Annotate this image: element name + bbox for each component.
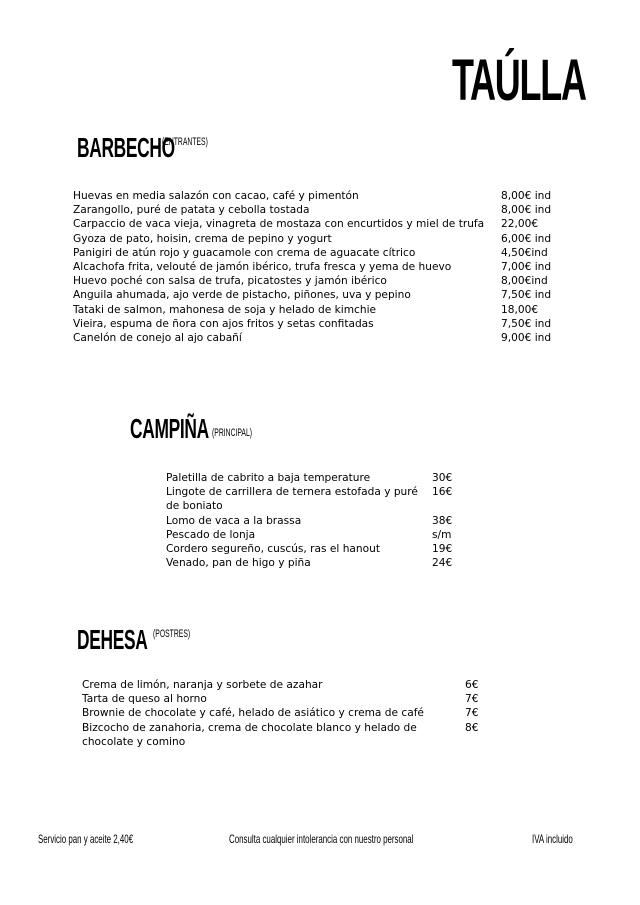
menu-item-name: Tataki de salmon, mahonesa de soja y helado de kimchie: [73, 303, 377, 316]
menu-item-price: 16€: [432, 486, 453, 499]
menu-item-name: Vieira, espuma de ñora con ajos fritos y setas confitadas: [73, 317, 374, 330]
section-title-campina: CAMPIÑA: [130, 413, 209, 444]
menu-item-price: 8,00€ind: [501, 275, 548, 288]
menu-item: [73, 189, 573, 203]
menu-item: [82, 692, 502, 706]
menu-list-dehesa: [82, 678, 502, 749]
menu-item-name: Lomo de vaca a la brassa: [166, 514, 302, 527]
menu-item-name: Crema de limón, naranja y sorbete de azahar: [82, 679, 323, 691]
menu-item: [82, 721, 502, 749]
menu-item-price: 19€: [432, 543, 453, 556]
menu-item-name: Zarangollo, puré de patata y cebolla tostada: [73, 204, 310, 217]
menu-item-price: 38€: [432, 514, 453, 527]
menu-item-price: 22,00€: [501, 218, 539, 231]
menu-list-barbecho: [73, 189, 573, 345]
menu-item-price: 6€: [465, 679, 479, 691]
footer-intolerance-note: Consulta cualquier intolerancia con nuestro personal: [229, 832, 414, 846]
menu-item: [166, 528, 466, 542]
menu-item-name: Lingote de carrillera de ternera estofada y puré de boniato: [166, 486, 418, 513]
menu-item-name: Canelón de conejo al ajo cabañí: [73, 332, 242, 345]
menu-item-name: Cordero segureño, cuscús, ras el hanout: [166, 543, 380, 556]
menu-item: [82, 706, 502, 720]
menu-item-price: 18,00€: [501, 303, 539, 316]
brand-title: TAÚLLA: [452, 48, 586, 113]
menu-item: [73, 303, 573, 317]
menu-item-price: 30€: [432, 472, 453, 484]
menu-item-price: 7,50€ ind: [501, 317, 552, 330]
menu-item-name: Huevas en media salazón con cacao, café y pimentón: [73, 190, 359, 202]
menu-item-price: 8,00€ ind: [501, 190, 552, 202]
menu-item: [73, 232, 573, 246]
menu-item: [73, 288, 573, 302]
menu-item-price: 7,00€ ind: [501, 261, 552, 274]
menu-item-price: 8€: [465, 721, 479, 734]
menu-item: [82, 678, 502, 692]
menu-item: [73, 331, 573, 345]
menu-item-price: s/m: [432, 528, 452, 541]
section-title-dehesa: DEHESA: [77, 624, 148, 655]
menu-item-name: Huevo poché con salsa de trufa, picatostes y jamón ibérico: [73, 275, 387, 288]
menu-item: [73, 317, 573, 331]
menu-item-name: Pescado de lonja: [166, 528, 256, 541]
menu-item-price: 24€: [432, 557, 453, 570]
footer-vat-note: IVA incluido: [532, 832, 573, 846]
menu-item: [166, 514, 466, 528]
menu-item-name: Gyoza de pato, hoisin, crema de pepino y yogurt: [73, 232, 332, 245]
menu-item-name: Bizcocho de zanahoria, crema de chocolate blanco y helado de chocolate y comino: [82, 721, 417, 748]
menu-item: [73, 274, 573, 288]
menu-item-name: Tarta de queso al horno: [82, 693, 207, 706]
menu-item-name: Paletilla de cabrito a baja temperature: [166, 472, 371, 484]
menu-item: [73, 217, 573, 231]
menu-item-price: 8,00€ ind: [501, 204, 552, 217]
menu-item-price: 7,50€ ind: [501, 289, 552, 302]
menu-item-name: Alcachofa frita, velouté de jamón ibérico, trufa fresca y yema de huevo: [73, 261, 452, 274]
section-title-barbecho: BARBECHO: [77, 132, 175, 163]
menu-item-name: Carpaccio de vaca vieja, vinagreta de mostaza con encurtidos y miel de trufa: [73, 218, 485, 231]
footer-bread-service: Servicio pan y aceite 2,40€: [38, 832, 134, 846]
menu-item-name: Panigiri de atún rojo y guacamole con crema de aguacate cítrico: [73, 246, 416, 259]
menu-item: [73, 203, 573, 217]
menu-item-price: 4,50€ind: [501, 246, 548, 259]
menu-item: [73, 246, 573, 260]
menu-item-price: 6,00€ ind: [501, 232, 552, 245]
menu-item: [73, 260, 573, 274]
section-subtitle-dehesa: (POSTRES): [153, 628, 191, 640]
menu-item-name: Brownie de chocolate y café, helado de asiático y crema de café: [82, 707, 424, 720]
menu-item-name: Venado, pan de higo y piña: [166, 557, 311, 570]
menu-item-price: 7€: [465, 707, 479, 720]
menu-item: [166, 485, 466, 513]
menu-list-campina: [166, 471, 466, 570]
section-subtitle-barbecho: (ENTRANTES): [162, 136, 208, 148]
section-subtitle-campina: (PRINCIPAL): [212, 427, 253, 439]
menu-item-price: 9,00€ ind: [501, 332, 552, 345]
menu-item-price: 7€: [465, 693, 479, 706]
menu-item-name: Anguila ahumada, ajo verde de pistacho, piñones, uva y pepino: [73, 289, 411, 302]
menu-item: [166, 556, 466, 570]
menu-item: [166, 542, 466, 556]
menu-item: [166, 471, 466, 485]
